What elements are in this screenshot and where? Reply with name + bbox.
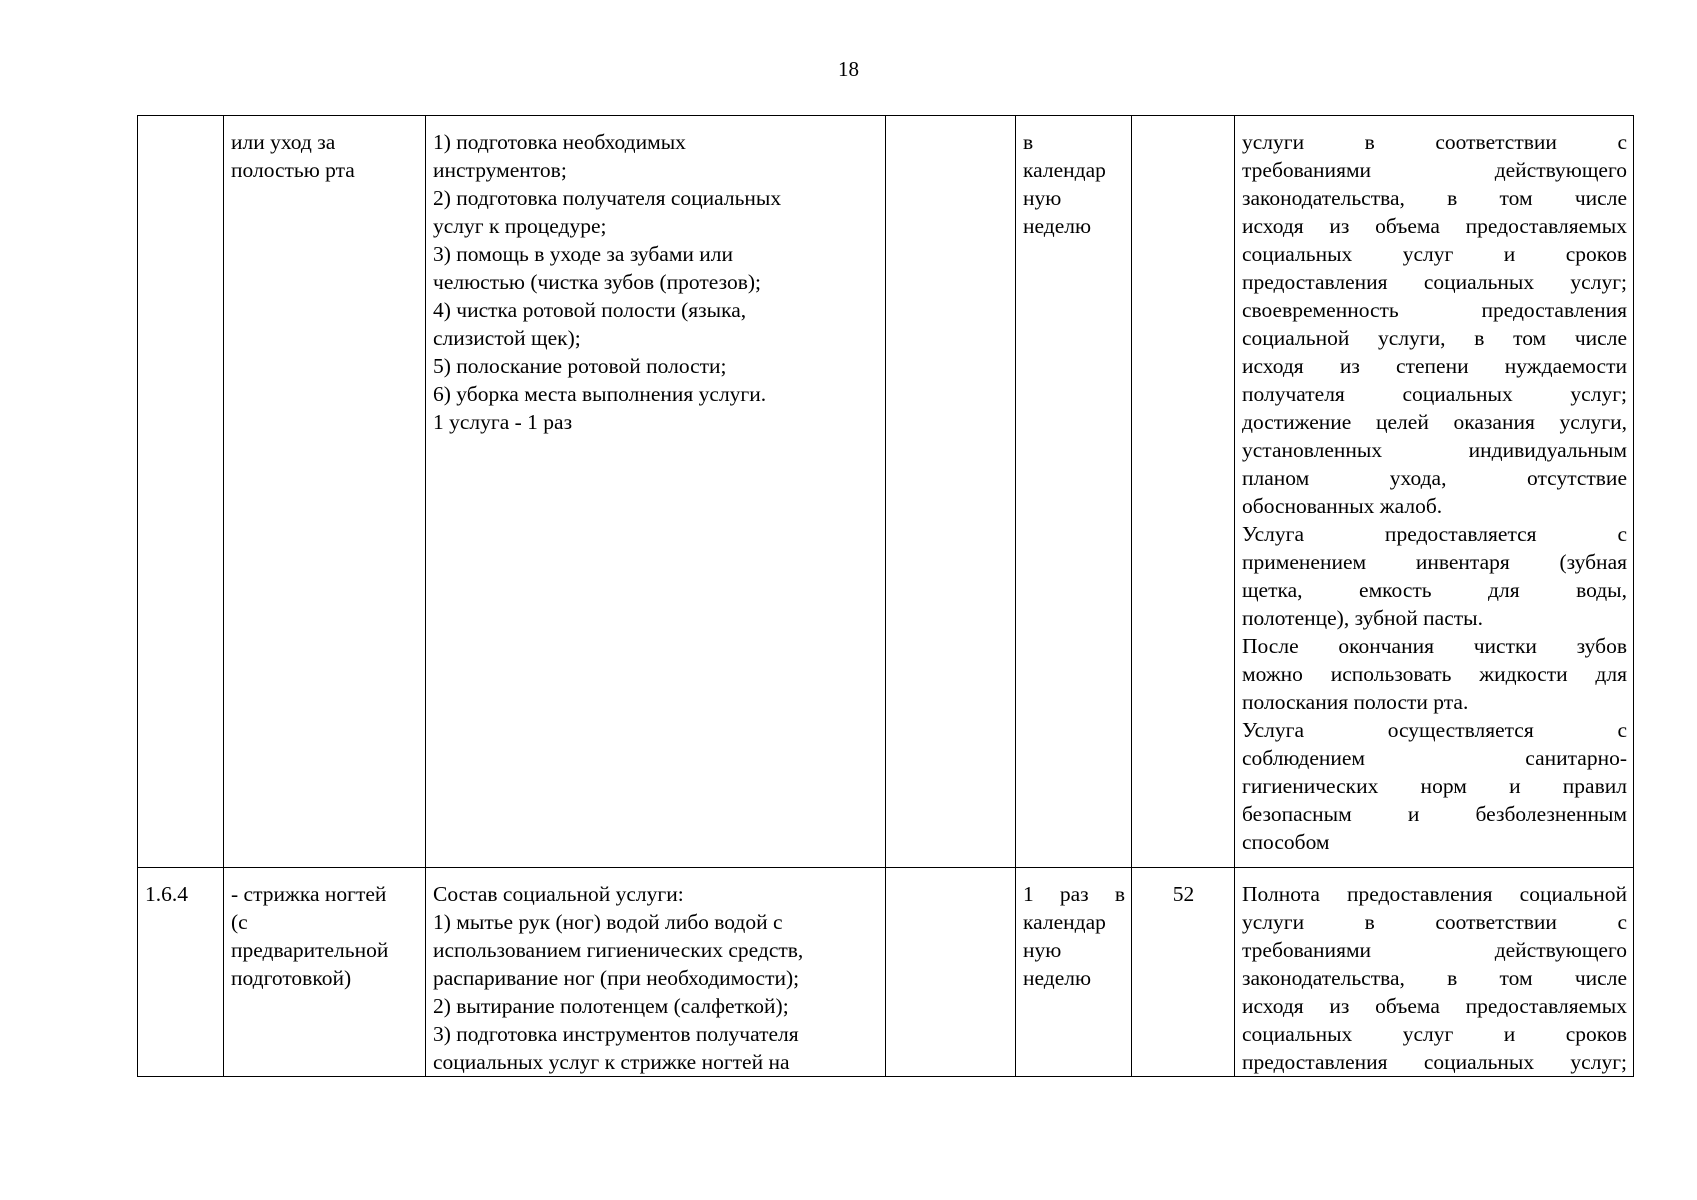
text-line: 5) полоскание ротовой полости;	[433, 354, 727, 378]
text-word: 1	[1023, 882, 1034, 906]
text-line: социальных услуг и сроков	[1242, 1022, 1627, 1046]
text-word: раз	[1059, 882, 1089, 906]
text-line: щетка, емкость для воды,	[1242, 578, 1627, 602]
text-line: подготовкой)	[231, 966, 352, 990]
text-line: предоставления социальных услуг;	[1242, 1050, 1627, 1074]
text-line: ную	[1023, 938, 1062, 962]
text-line: соблюдением санитарно-	[1242, 746, 1627, 770]
text-line: челюстью (чистка зубов (протезов);	[433, 270, 761, 294]
text-line: получателя социальных услуг;	[1242, 382, 1627, 406]
cell-quantity: 52	[1132, 868, 1235, 1077]
text-line: использованием гигиенических средств,	[433, 938, 804, 962]
cell-service-name	[224, 868, 426, 1077]
text-line: в	[1023, 130, 1034, 154]
text-line: Полнота предоставления социальной	[1242, 882, 1627, 906]
services-table	[137, 115, 1634, 1077]
cell-empty	[886, 116, 1016, 868]
cell-frequency	[1016, 868, 1132, 1077]
text-line: ную	[1023, 186, 1062, 210]
cell-quantity	[1132, 116, 1235, 868]
text-line: предоставления социальных услуг;	[1242, 270, 1627, 294]
text-line: неделю	[1023, 214, 1092, 238]
text-line: гигиенических норм и правил	[1242, 774, 1627, 798]
text-line: 3) подготовка инструментов получателя	[433, 1022, 799, 1046]
text-line: 3) помощь в уходе за зубами или	[433, 242, 734, 266]
text-line: своевременность предоставления	[1242, 298, 1627, 322]
cell-quality-criteria	[1235, 116, 1634, 868]
text-line: исходя из степени нуждаемости	[1242, 354, 1627, 378]
text-line: применением инвентаря (зубная	[1242, 550, 1627, 574]
text-line: можно использовать жидкости для	[1242, 662, 1627, 686]
text-line: слизистой щек);	[433, 326, 581, 350]
text-line: предварительной	[231, 938, 389, 962]
cell-quality-criteria	[1235, 868, 1634, 1077]
text-line: календар	[1023, 910, 1106, 934]
text-line: полостью рта	[231, 158, 355, 182]
text-line: (с	[231, 910, 248, 934]
cell-number: 1.6.4	[138, 868, 224, 1077]
text-line: услуги в соответствии с	[1242, 130, 1627, 154]
text-word: в	[1114, 882, 1125, 906]
text-line: безопасным и безболезненным	[1242, 802, 1627, 826]
text-line: полотенце), зубной пасты.	[1242, 606, 1483, 630]
text-line: законодательства, в том числе	[1242, 186, 1627, 210]
text-line: исходя из объема предоставляемых	[1242, 994, 1627, 1018]
text-line: установленных индивидуальным	[1242, 438, 1627, 462]
cell-number	[138, 116, 224, 868]
text-line: социальных услуг к стрижке ногтей на	[433, 1050, 790, 1074]
text-line: исходя из объема предоставляемых	[1242, 214, 1627, 238]
cell-frequency	[1016, 116, 1132, 868]
text-line: или уход за	[231, 130, 336, 154]
text-line: законодательства, в том числе	[1242, 966, 1627, 990]
text-line: Состав социальной услуги:	[433, 882, 684, 906]
text-line: 1) мытье рук (ног) водой либо водой с	[433, 910, 783, 934]
text-line: услуг к процедуре;	[433, 214, 607, 238]
page-number: 18	[838, 57, 859, 81]
text-line: способом	[1242, 830, 1330, 854]
text-line: Услуга осуществляется с	[1242, 718, 1627, 742]
text-line: - стрижка ногтей	[231, 882, 387, 906]
cell-empty	[886, 868, 1016, 1077]
text-line: 2) подготовка получателя социальных	[433, 186, 782, 210]
text-line: Услуга предоставляется с	[1242, 522, 1627, 546]
text-line: услуги в соответствии с	[1242, 910, 1627, 934]
text-line: социальных услуг и сроков	[1242, 242, 1627, 266]
cell-service-name	[224, 116, 426, 868]
cell-service-content	[426, 116, 886, 868]
text-line: распаривание ног (при необходимости);	[433, 966, 800, 990]
text-line: достижение целей оказания услуги,	[1242, 410, 1627, 434]
text-line: 1 услуга - 1 раз	[433, 410, 573, 434]
frequency-first-line	[1023, 880, 1125, 908]
text-line: требованиями действующего	[1242, 938, 1627, 962]
table-row	[138, 868, 1634, 1077]
text-line: 6) уборка места выполнения услуги.	[433, 382, 767, 406]
text-line: полоскания полости рта.	[1242, 690, 1469, 714]
text-line: обоснованных жалоб.	[1242, 494, 1443, 518]
text-line: 1) подготовка необходимых	[433, 130, 686, 154]
text-line: инструментов;	[433, 158, 567, 182]
text-line: 2) вытирание полотенцем (салфеткой);	[433, 994, 789, 1018]
text-line: социальной услуги, в том числе	[1242, 326, 1627, 350]
text-line: планом ухода, отсутствие	[1242, 466, 1627, 490]
text-line: После окончания чистки зубов	[1242, 634, 1627, 658]
text-line: неделю	[1023, 966, 1092, 990]
cell-service-content	[426, 868, 886, 1077]
text-line: требованиями действующего	[1242, 158, 1627, 182]
text-line: календар	[1023, 158, 1106, 182]
text-line: 4) чистка ротовой полости (языка,	[433, 298, 747, 322]
table-row	[138, 116, 1634, 868]
